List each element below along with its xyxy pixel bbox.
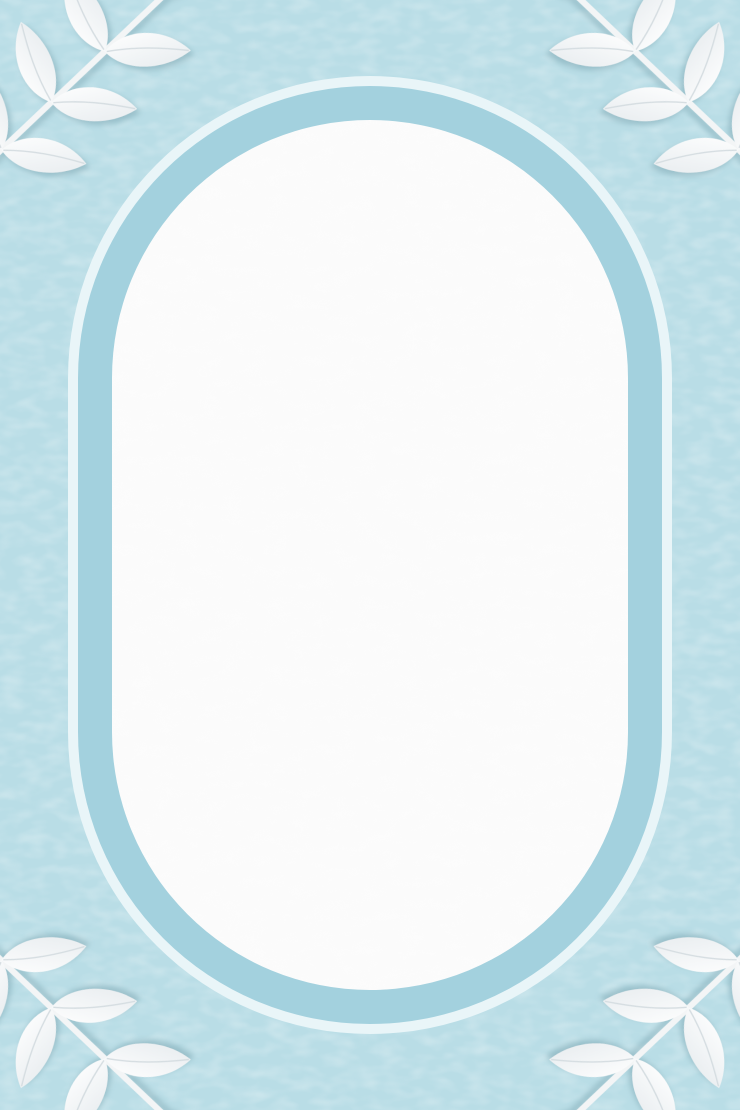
inner-panel-texture xyxy=(112,120,628,990)
